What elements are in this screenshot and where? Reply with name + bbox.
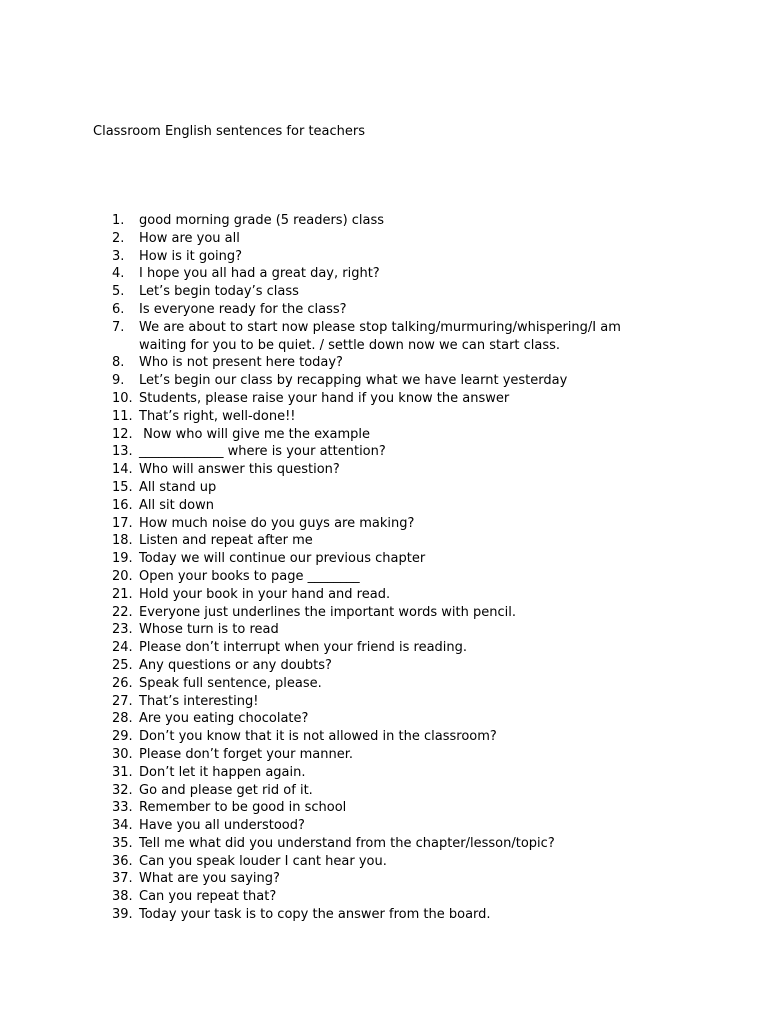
list-item-text: Open your books to page ________ — [139, 568, 360, 584]
list-item — [0, 479, 768, 497]
list-item-number: 29. — [112, 729, 133, 745]
list-item — [0, 693, 768, 711]
list-item-number: 21. — [112, 586, 133, 602]
list-item-number: 35. — [112, 835, 133, 851]
list-item-text: _____________ where is your attention? — [139, 444, 386, 460]
list-item — [0, 301, 768, 319]
list-item-number: 25. — [112, 657, 133, 673]
list-item-number: 7. — [112, 319, 125, 335]
list-item-text: Whose turn is to read — [139, 622, 279, 638]
list-item-text: All sit down — [139, 497, 214, 513]
list-item — [0, 568, 768, 586]
list-item-number: 23. — [112, 622, 133, 638]
list-item — [0, 426, 768, 444]
list-item — [0, 835, 768, 853]
list-item-number: 36. — [112, 853, 133, 869]
list-item — [0, 372, 768, 390]
list-item-text: Please don’t interrupt when your friend is reading. — [139, 640, 468, 656]
list-item — [0, 746, 768, 764]
list-item-text: We are about to start now please stop talking/murmuring/whispering/I am waiting for you to be quiet. / settle down now we can start class. — [139, 319, 626, 353]
list-item-text: good morning grade (5 readers) class — [139, 213, 385, 228]
list-item-number: 9. — [112, 373, 125, 389]
list-item-text: Remember to be good in school — [139, 800, 347, 816]
list-item-text: Don’t you know that it is not allowed in the classroom? — [139, 729, 497, 745]
list-item — [0, 515, 768, 533]
list-item-number: 13. — [112, 444, 133, 460]
list-item-number: 4. — [112, 266, 125, 282]
list-item — [0, 408, 768, 426]
list-item-text: Hold your book in your hand and read. — [139, 586, 391, 602]
list-item — [0, 390, 768, 408]
list-item — [0, 657, 768, 675]
list-item-number: 28. — [112, 711, 133, 727]
list-item-text: Let’s begin our class by recapping what we have learnt yesterday — [139, 373, 568, 389]
list-item-text: Everyone just underlines the important words with pencil. — [139, 604, 516, 620]
list-item-number: 19. — [112, 551, 133, 567]
list-item-text: How is it going? — [139, 248, 243, 264]
list-item — [0, 283, 768, 301]
list-item — [0, 265, 768, 283]
list-item-text: Today your task is to copy the answer from the board. — [139, 907, 491, 923]
list-item-text: Let’s begin today’s class — [139, 284, 299, 300]
list-item-text: Today we will continue our previous chapter — [139, 551, 426, 567]
list-item-number: 5. — [112, 284, 125, 300]
list-item-text: Please don’t forget your manner. — [139, 746, 354, 762]
list-item-number: 14. — [112, 462, 133, 478]
list-item — [0, 639, 768, 657]
list-item — [0, 497, 768, 515]
list-item-text: That’s interesting! — [139, 693, 259, 709]
list-item-number: 32. — [112, 782, 133, 798]
list-item-text: How much noise do you guys are making? — [139, 515, 415, 531]
list-item — [0, 604, 768, 622]
list-item-text: Can you speak louder I cant hear you. — [139, 853, 387, 869]
list-item — [0, 248, 768, 266]
list-item-text: Are you eating chocolate? — [139, 711, 309, 727]
list-item — [0, 443, 768, 461]
sentence-list — [0, 212, 768, 924]
list-item-number: 20. — [112, 568, 133, 584]
list-item-number: 37. — [112, 871, 133, 887]
list-item-number: 6. — [112, 301, 125, 317]
list-item-text: Tell me what did you understand from the chapter/lesson/topic? — [139, 835, 555, 851]
list-item-text: All stand up — [139, 479, 217, 495]
list-item-text: How are you all — [139, 230, 240, 246]
list-item-number: 22. — [112, 604, 133, 620]
list-item-number: 38. — [112, 889, 133, 905]
list-item — [0, 230, 768, 248]
list-item — [0, 870, 768, 888]
list-item-number: 3. — [112, 248, 125, 264]
list-item-text: Go and please get rid of it. — [139, 782, 313, 798]
list-item — [0, 710, 768, 728]
list-item-text: Who is not present here today? — [139, 355, 343, 371]
list-item — [0, 212, 768, 230]
document-title: Classroom English sentences for teachers — [93, 124, 366, 139]
list-item-number: 12. — [112, 426, 133, 442]
list-item — [0, 586, 768, 604]
list-item — [0, 319, 768, 355]
list-item-text: That’s right, well-done!! — [139, 408, 296, 424]
list-item-text: Now who will give me the example — [139, 426, 371, 442]
list-item-number: 10. — [112, 390, 133, 406]
list-item — [0, 906, 768, 924]
list-item-text: Who will answer this question? — [139, 462, 340, 478]
list-item — [0, 621, 768, 639]
list-item-number: 27. — [112, 693, 133, 709]
list-item — [0, 888, 768, 906]
list-item-text: Students, please raise your hand if you know the answer — [139, 390, 510, 406]
list-item-number: 18. — [112, 533, 133, 549]
list-item-text: Can you repeat that? — [139, 889, 277, 905]
list-item-number: 17. — [112, 515, 133, 531]
list-item — [0, 532, 768, 550]
list-item — [0, 853, 768, 871]
list-item-number: 1. — [112, 213, 125, 228]
list-item-text: Have you all understood? — [139, 818, 305, 834]
list-item-text: I hope you all had a great day, right? — [139, 266, 380, 282]
list-item-number: 33. — [112, 800, 133, 816]
list-item — [0, 675, 768, 693]
list-item — [0, 354, 768, 372]
list-item-number: 31. — [112, 764, 133, 780]
list-item-number: 16. — [112, 497, 133, 513]
list-item-number: 39. — [112, 907, 133, 923]
list-item-number: 24. — [112, 640, 133, 656]
list-item — [0, 782, 768, 800]
list-item-text: What are you saying? — [139, 871, 280, 887]
list-item-number: 30. — [112, 746, 133, 762]
list-item-text: Speak full sentence, please. — [139, 675, 322, 691]
list-item-number: 15. — [112, 479, 133, 495]
list-item — [0, 764, 768, 782]
list-item — [0, 461, 768, 479]
list-item-text: Listen and repeat after me — [139, 533, 313, 549]
list-item-number: 2. — [112, 230, 125, 246]
list-item — [0, 817, 768, 835]
list-item-number: 11. — [112, 408, 133, 424]
list-item-text: Is everyone ready for the class? — [139, 301, 347, 317]
list-item-text: Any questions or any doubts? — [139, 657, 332, 673]
list-item-text: Don’t let it happen again. — [139, 764, 306, 780]
list-item — [0, 728, 768, 746]
list-item-number: 34. — [112, 818, 133, 834]
list-item — [0, 799, 768, 817]
list-item-number: 8. — [112, 355, 125, 371]
list-item-number: 26. — [112, 675, 133, 691]
list-item — [0, 550, 768, 568]
